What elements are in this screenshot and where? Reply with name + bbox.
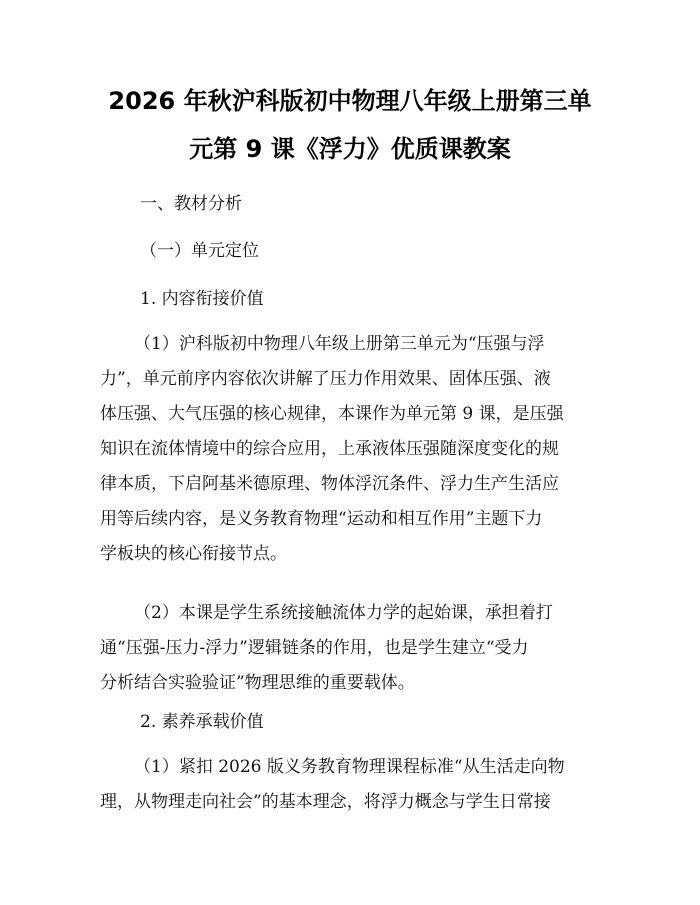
paragraph-3-line: 理，从物理走向社会”的基本理念，将浮力概念与学生日常接 <box>100 792 551 812</box>
section-heading-textbook-analysis: 一、教材分析 <box>140 194 242 214</box>
paragraph-1-line: 知识在流体情境中的综合应用，上承液体压强随深度变化的规 <box>100 439 559 459</box>
paragraph-2-line: 分析结合实验验证”物理思维的重要载体。 <box>100 673 415 693</box>
paragraph-2 <box>100 596 600 701</box>
subsection-heading-unit-positioning: （一）单元定位 <box>140 241 259 261</box>
paragraph-2-line: （2）本课是学生系统接触流体力学的起始课，承担着打 <box>134 603 553 623</box>
paragraph-1 <box>100 327 600 572</box>
paragraph-2-line: 通“压强-压力-浮力”逻辑链条的作用，也是学生建立“受力 <box>100 638 529 658</box>
paragraph-1-line: 力”，单元前序内容依次讲解了压力作用效果、固体压强、液 <box>100 369 551 389</box>
paragraph-1-line: （1）沪科版初中物理八年级上册第三单元为“压强与浮 <box>134 334 545 354</box>
paragraph-3-line: （1）紧扣 2026 版义务教育物理课程标准“从生活走向物 <box>134 757 565 777</box>
item-heading-content-connection: 1. 内容衔接价值 <box>140 289 264 309</box>
paragraph-1-line: 律本质，下启阿基米德原理、物体浮沉条件、浮力生产生活应 <box>100 474 559 494</box>
item-heading-literacy-value: 2. 素养承载价值 <box>140 712 264 732</box>
paragraph-1-line: 学板块的核心衔接节点。 <box>100 544 287 564</box>
document-title-line-2: 元第 9 课《浮力》优质课教案 <box>189 135 511 163</box>
document-title-line-1: 2026 年秋沪科版初中物理八年级上册第三单 <box>108 87 592 115</box>
paragraph-1-line: 体压强、大气压强的核心规律，本课作为单元第 9 课，是压强 <box>100 404 564 424</box>
paragraph-1-line: 用等后续内容，是义务教育物理“运动和相互作用”主题下力 <box>100 509 543 529</box>
paragraph-3 <box>100 750 600 820</box>
